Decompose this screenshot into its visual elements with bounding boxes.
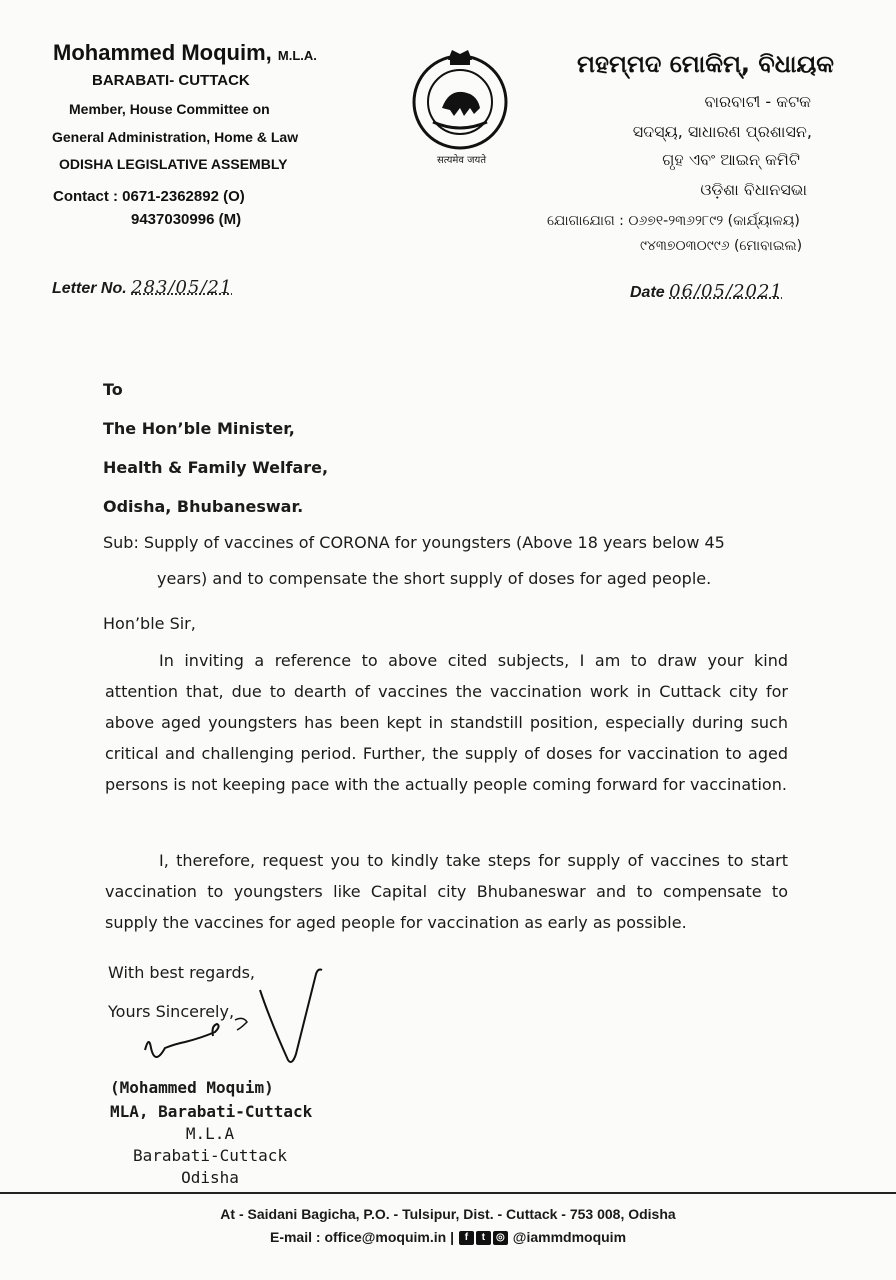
recipient-line1: The Hon’ble Minister, [103, 419, 295, 438]
stamp-line1: M.L.A [185, 1124, 235, 1143]
twitter-icon: t [476, 1231, 491, 1245]
facebook-icon: f [459, 1231, 474, 1245]
stamp-line2: Barabati-Cuttack [132, 1146, 288, 1165]
odia-contact-mobile: ୯୪୩୭୦୩୦୯୯୬ (ମୋବାଇଲ) [640, 238, 803, 254]
footer-social-handle: @iammdmoquim [512, 1229, 627, 1245]
letter-number-value: 283/05/21 [131, 277, 233, 298]
footer-divider [0, 1192, 896, 1194]
sender-assembly: ODISHA LEGISLATIVE ASSEMBLY [59, 156, 288, 172]
sender-name: Mohammed Moquim, M.L.A. [53, 40, 317, 65]
sender-contact-mobile: 9437030996 (M) [131, 211, 242, 228]
odia-committee-line1: ସଦସ୍ୟ, ସାଧାରଣ ପ୍ରଶାସନ, [632, 122, 812, 141]
signatory-title: MLA, Barabati-Cuttack [110, 1102, 313, 1121]
footer-contact [0, 1229, 896, 1245]
sender-constituency: BARABATI- CUTTACK [92, 72, 250, 89]
salutation: Hon’ble Sir, [103, 614, 196, 633]
odia-contact-office: ଯୋଗାଯୋଗ : ୦୬୭୧-୨୩୬୨୮୯୨ (କାର୍ଯ୍ୟାଳୟ) [547, 213, 800, 229]
signatory-name: (Mohammed Moquim) [110, 1078, 274, 1097]
letter-date: Date 06/05/2021 [630, 281, 783, 302]
letter-date-value: 06/05/2021 [669, 281, 783, 302]
sender-contact-office: Contact : 0671-2362892 (O) [53, 188, 245, 205]
closing-regards: With best regards, [108, 963, 256, 982]
handwritten-signature [135, 965, 335, 1075]
odia-constituency: ବାରବାଟୀ - କଟକ [704, 92, 811, 111]
recipient-to: To [103, 380, 123, 399]
emblem-icon [405, 40, 515, 155]
sender-name-suffix: M.L.A. [277, 48, 317, 63]
recipient-line3: Odisha, Bhubaneswar. [103, 497, 304, 516]
sender-committee-line2: General Administration, Home & Law [52, 129, 299, 145]
footer-email: E-mail : office@moquim.in | [269, 1229, 455, 1245]
letter-number: Letter No. 283/05/21 [52, 277, 233, 298]
emblem-motto: सत्यमेव जयते [436, 155, 487, 166]
odia-assembly: ଓଡ଼ିଶା ବିଧାନସଭା [700, 180, 807, 199]
body-paragraph-1: In inviting a reference to above cited subjects, I am to draw your kind attention that, due to dearth of vaccines the vaccination work in Cuttack city for above aged youngsters has been kept in standstill position, especially during such critical and challenging period. Further, the supply of doses for vaccination to aged persons is not keeping pace with the actually people coming forward for vaccination. [105, 651, 788, 794]
footer-address: At - Saidani Bagicha, P.O. - Tulsipur, Dist. - Cuttack - 753 008, Odisha [220, 1206, 676, 1222]
subject-line1: Sub: Supply of vaccines of CORONA for youngsters (Above 18 years below 45 [103, 533, 725, 552]
closing-sincerely: Yours Sincerely, [108, 1002, 235, 1021]
odia-committee-line2: ଗୃହ ଏବଂ ଆଇନ୍ କମିଟି [662, 150, 800, 169]
subject-line2: years) and to compensate the short supply of doses for aged people. [157, 569, 712, 588]
odia-sender-name: ମହମ୍ମଦ ମୋକିମ୍, ବିଧାୟକ [577, 50, 834, 78]
instagram-icon: ◎ [493, 1231, 508, 1245]
state-emblem [405, 40, 515, 170]
sender-committee-line1: Member, House Committee on [69, 101, 270, 117]
stamp-line3: Odisha [181, 1168, 239, 1187]
recipient-line2: Health & Family Welfare, [103, 458, 329, 477]
body-paragraph-2: I, therefore, request you to kindly take steps for supply of vaccines to start vaccination to youngsters like Capital city Bhubaneswar and to compensate to supply the vaccines for aged people for vaccination as early as possible. [105, 851, 788, 932]
